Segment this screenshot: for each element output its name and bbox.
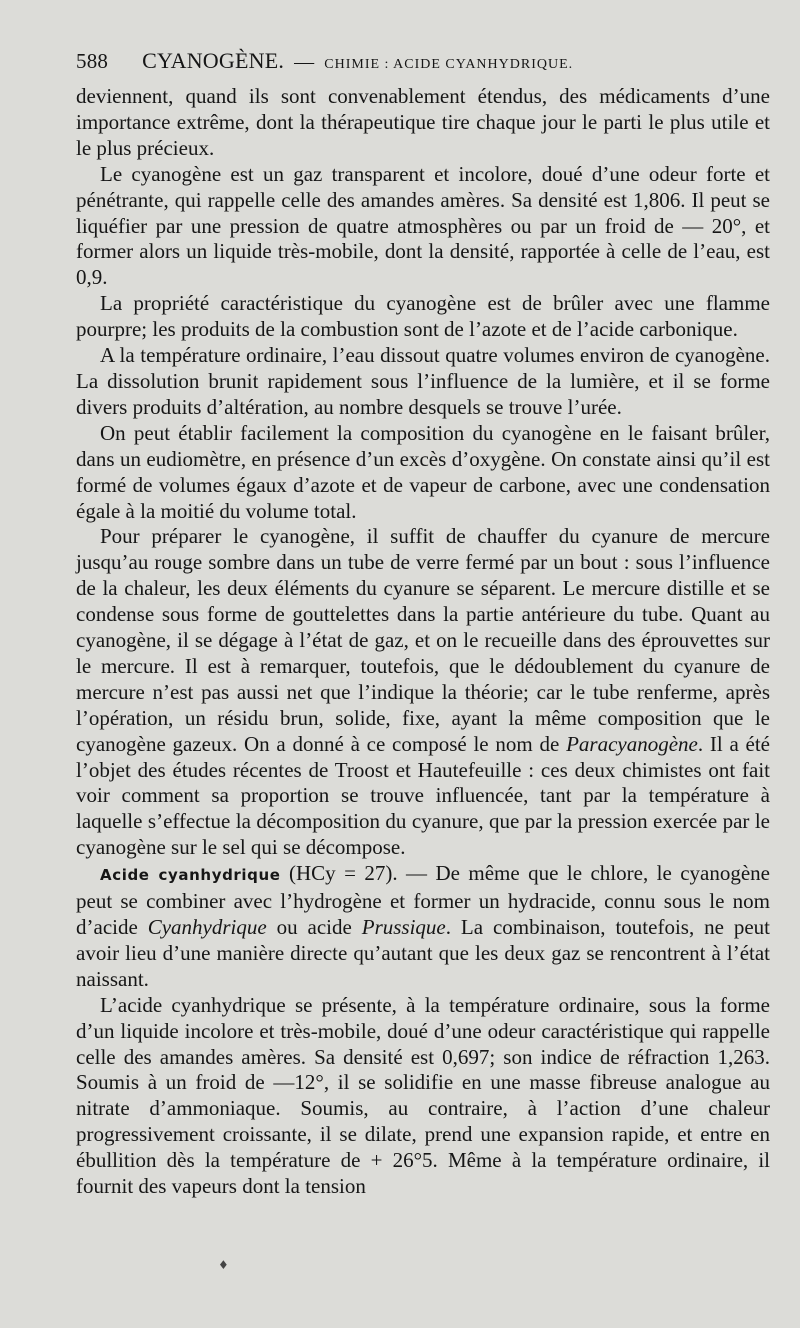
paragraph-properties: Le cyanogène est un gaz transparent et incolore, doué d’une odeur forte et pénétrante, qui rappelle celle des amandes amères. Sa densité est 1,806. Il peut se liquéfier par une pression de quatre atmosphères ou par un froid de — 20°, et former alors un liquide très-mobile, dont la densité, rapportée à celle de l’eau, est 0,9.	[76, 161, 770, 290]
text-run: . La combinaison, toutefois, ne peut avoir lieu d’une manière directe qu’autant que les deux gaz se rencontrent à l’état naissant.	[76, 915, 771, 991]
text-run: . Il a été l’objet des études récentes de Troost et Hautefeuille : ces deux chimistes ont fait voir comment sa proportion se trouve influencée, tant par la température à laquelle s’effectue la décomposition du cyanure, que par la pression exercée par le cyanogène sur le sel qui se décompose.	[76, 731, 771, 860]
footer-ornament: ♦	[218, 1258, 229, 1272]
text-run: ou acide	[266, 915, 362, 939]
paragraph-acid-properties: L’acide cyanhydrique se présente, à la température ordinaire, sous la forme d’un liquide incolore et très-mobile, doué d’une odeur caractéristique qui rappelle celle des amandes amères. Sa densité est 0,697; son indice de réfraction 1,263. Soumis à un froid de —12°, il se solidifie en une masse fibreuse analogue au nitrate d’ammoniaque. Soumis, au contraire, à l’action d’une chaleur progressivement croissante, il se dilate, prend une expansion rapide, et entre en ébullition dès la température de + 26°5. Même à la température ordinaire, il fournit des vapeurs dont la tension	[76, 992, 770, 1199]
chapter-title: CYANOGÈNE.	[142, 48, 285, 73]
section-subtitle: CHIMIE : ACIDE CYANHYDRIQUE.	[324, 57, 574, 72]
text-run: (HCy = 27). — De même que le chlore, le cyanogène peut se combiner avec l’hydrogène et former un hydracide, connu sous le nom d’acide	[76, 861, 771, 939]
page-number: 588	[76, 49, 109, 73]
paragraph-continued: deviennent, quand ils sont convenablement étendus, des médicaments d’une importance extrême, dont la thérapeutique tire chaque jour le parti le plus utile et le plus précieux.	[76, 84, 770, 160]
text-run: Pour préparer le cyanogène, il suffit de chauffer du cyanure de mercure jusqu’au rouge sombre dans un tube de verre fermé par un bout : sous l’influence de la chaleur, les deux éléments du cyanure se séparent. Le mercure distille et se condense sous forme de gouttelettes dans la partie antérieure du tube. Quant au cyanogène, il se dégage à l’état de gaz, et on le recueille dans des éprouvettes sur le mercure. Il est à remarquer, toutefois, que le dédoublement du cyanure de mercure n’est pas aussi net que l’indique la théorie; car le tube renferme, après l’opération, un résidu brun, solide, fixe, ayant la même composition que le cyanogène gazeux. On a donné à ce composé le nom de	[76, 524, 770, 756]
paragraph-acide-cyanhydrique	[76, 861, 770, 993]
term-prussique: Prussique	[361, 915, 446, 939]
paragraph-composition: On peut établir facilement la composition du cyanogène en le faisant brûler, dans un eudiomètre, en présence d’un excès d’oxygène. On constate ainsi qu’il est formé de volumes égaux d’azote et de vapeur de carbone, avec une condensation égale à la moitié du volume total.	[76, 420, 770, 523]
paragraph-preparation	[76, 524, 770, 861]
term-paracyanogene: Paracyanogène	[566, 731, 698, 756]
section-heading-term: Acide cyanhydrique	[100, 866, 281, 885]
paragraph-combustion: La propriété caractéristique du cyanogène est de brûler avec une flamme pourpre; les produits de la combustion sont de l’azote et de l’acide carbonique.	[76, 291, 770, 342]
header-dash: —	[294, 51, 315, 73]
running-head	[76, 48, 770, 74]
paragraph-dissolution: A la température ordinaire, l’eau dissout quatre volumes environ de cyanogène. La dissolution brunit rapidement sous l’influence de la lumière, et il se forme divers produits d’altération, au nombre desquels se trouve l’urée.	[76, 343, 770, 419]
term-cyanhydrique: Cyanhydrique	[147, 915, 267, 939]
